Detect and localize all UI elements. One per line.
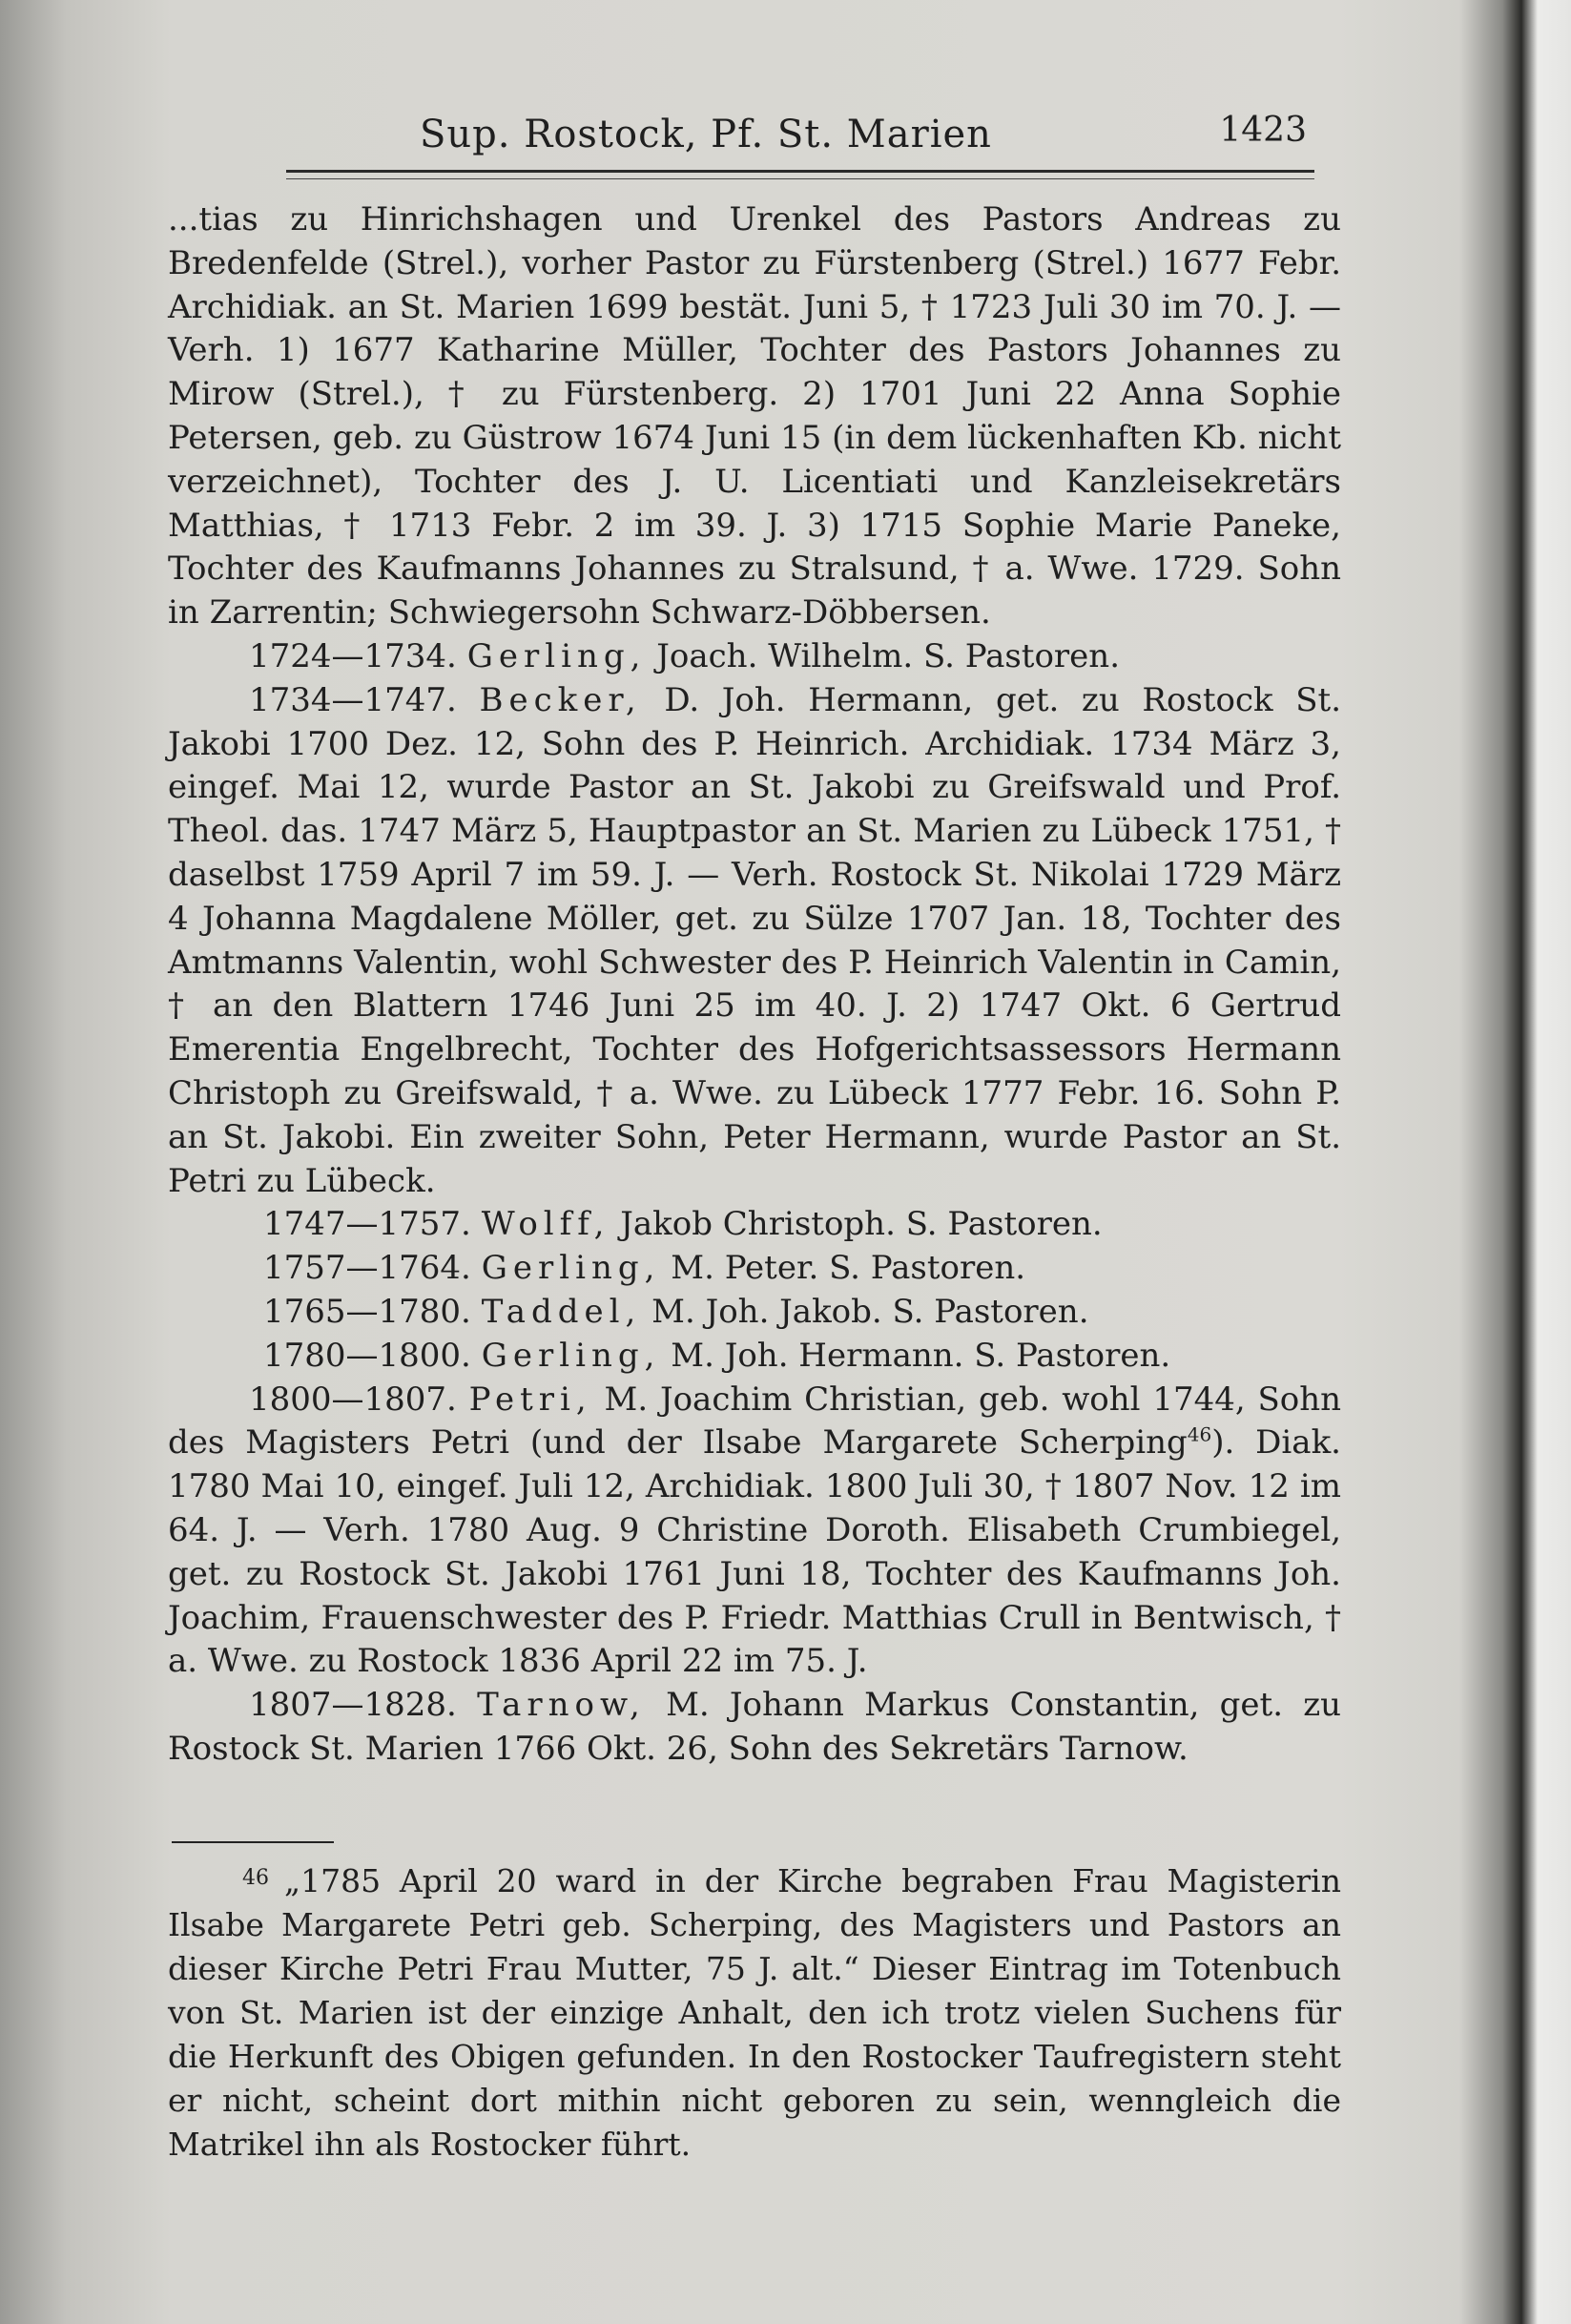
entry-text: Joach. Wilhelm. S. Pastoren.: [656, 636, 1121, 675]
entry-text: M. Joh. Jakob. S. Pastoren.: [651, 1292, 1089, 1331]
entry-surname: Tarnow,: [477, 1686, 646, 1725]
page-header: [286, 107, 1307, 164]
entry-surname: Taddel,: [481, 1292, 642, 1331]
entry-text: M. Peter. S. Pastoren.: [671, 1249, 1026, 1288]
entry-text: D. Joh. Hermann, get. zu Rostock St. Jakobi 1700 Dez. 12, Sohn des P. Heinrich. Archidiak. 1734 März 3, eingef. Mai 12, wurde Pastor an St. Jakobi zu Greifswald und Prof. Theol. das. 1747 März 5, Hauptpastor an St. Marien zu Lübeck 1751, † daselbst 1759 April 7 im 59. J. — Verh. Rostock St. Nikolai 1729 März 4 Johanna Magdalene Möller, get. zu Sülze 1707 Jan. 18, Tochter des Amtmanns Valentin, wohl Schwester des P. Heinrich Valentin in Camin, † an den Blattern 1746 Juni 25 im 40. J. 2) 1747 Okt. 6 Gertrud Emerentia Engelbrecht, Tochter des Hofgerichtsassessors Hermann Christoph zu Greifswald, † a. Wwe. zu Lübeck 1777 Febr. 16. Sohn P. an St. Jakobi. Ein zweiter Sohn, Peter Hermann, wurde Pastor an St. Petri zu Lübeck.: [168, 680, 1342, 1200]
page-number: 1423: [1219, 111, 1307, 150]
footnote-paragraph: [168, 1857, 1341, 2167]
entry-years: 1757—1764.: [263, 1249, 471, 1288]
footnote-text: „1785 April 20 ward in der Kirche begraben Frau Magisterin Ilsabe Margarete Petri geb. Scherping, des Magisters und Pastors an dieser Kirche Petri Frau Mutter, 75 J. alt.“ Dieser Eintrag im Totenbuch von St. Marien ist der einzige Anhalt, den ich trotz vielen Suchens für die Herkunft des Obigen gefunden. In den Rostocker Taufregistern steht er nicht, scheint dort mithin nicht geboren zu sein, wenngleich die Matrikel ihn als Rostocker führt.: [168, 1862, 1341, 2163]
entry-surname: Gerling,: [481, 1249, 661, 1288]
entry-years: 1780—1800.: [263, 1336, 471, 1375]
footnote-reference[interactable]: 46: [1187, 1422, 1212, 1446]
entry-tarnow: [168, 1684, 1341, 1772]
entry-surname: Gerling,: [481, 1336, 661, 1375]
intro-paragraph: ...tias zu Hinrichshagen und Urenkel des Pastors Andreas zu Bredenfelde (Strel.), vorher Pastor zu Fürstenberg (Strel.) 1677 Febr. Archidiak. an St. Marien 1699 bestät. Juni 5, † 1723 Juli 30 im 70. J. — Verh. 1) 1677 Katharine Müller, Tochter des Pastors Johannes zu Mirow (Strel.), † zu Fürstenberg. 2) 1701 Juni 22 Anna Sophie Petersen, geb. zu Güstrow 1674 Juni 15 (in dem lückenhaften Kb. nicht verzeichnet), Tochter des J. U. Licentiati und Kanzleisekretärs Matthias, † 1713 Febr. 2 im 39. J. 3) 1715 Sophie Marie Paneke, Tochter des Kaufmanns Johannes zu Stralsund, † a. Wwe. 1729. Sohn in Zarrentin; Schwiegersohn Schwarz-Döbbersen.: [168, 200, 1341, 633]
running-title: Sup. Rostock, Pf. St. Marien: [420, 113, 992, 156]
entry-years: 1800—1807.: [249, 1380, 457, 1419]
entry-years: 1747—1757.: [263, 1205, 471, 1244]
header-rule-thin: [286, 178, 1314, 179]
entry-becker: [168, 679, 1341, 1204]
entry-text-continued: ). Diak. 1780 Mai 10, eingef. Juli 12, Archidiak. 1800 Juli 30, † 1807 Nov. 12 im 64. J. — Verh. 1780 Aug. 9 Christine Doroth. Elisabeth Crumbiegel, get. zu Rostock St. Jakobi 1761 Juni 18, Tochter des Kaufmanns Joh. Joachim, Frauenschwester des P. Friedr. Matthias Crull in Bentwisch, † a. Wwe. zu Rostock 1836 April 22 im 75. J.: [168, 1423, 1341, 1681]
header-rule: [286, 170, 1314, 173]
entry-surname: Gerling,: [466, 636, 647, 675]
entry-years: 1807—1828.: [249, 1686, 457, 1725]
entry-text: Jakob Christoph. S. Pastoren.: [620, 1205, 1103, 1244]
entry-surname: Petri,: [468, 1380, 592, 1419]
entry-gerling-hermann: [168, 1335, 1341, 1379]
footnote-divider: [172, 1841, 334, 1843]
body-text: [168, 198, 1341, 1772]
entry-text: M. Joh. Hermann. S. Pastoren.: [671, 1336, 1171, 1375]
entry-taddel: [168, 1291, 1341, 1335]
entry-years: 1734—1747.: [249, 680, 457, 719]
entry-years: 1724—1734.: [249, 636, 457, 675]
footnote: [168, 1857, 1341, 2167]
entry-surname: Wolff,: [481, 1205, 610, 1244]
footnote-marker: 46: [242, 1866, 269, 1890]
entry-surname: Becker,: [479, 680, 642, 719]
entry-petri: [168, 1379, 1341, 1685]
entry-wolff: [168, 1203, 1341, 1247]
entry-gerling-joachim: [168, 635, 1341, 679]
entry-text: M. Joachim Christian, geb. wohl 1744, Sohn des Magisters Petri (und der Ilsabe Margarete Scherping: [168, 1380, 1342, 1463]
entry-text: M. Johann Markus Constantin, get. zu Rostock St. Marien 1766 Okt. 26, Sohn des Sekretärs Tarnow.: [168, 1686, 1342, 1768]
entry-gerling-peter: [168, 1247, 1341, 1291]
entry-years: 1765—1780.: [263, 1292, 471, 1331]
